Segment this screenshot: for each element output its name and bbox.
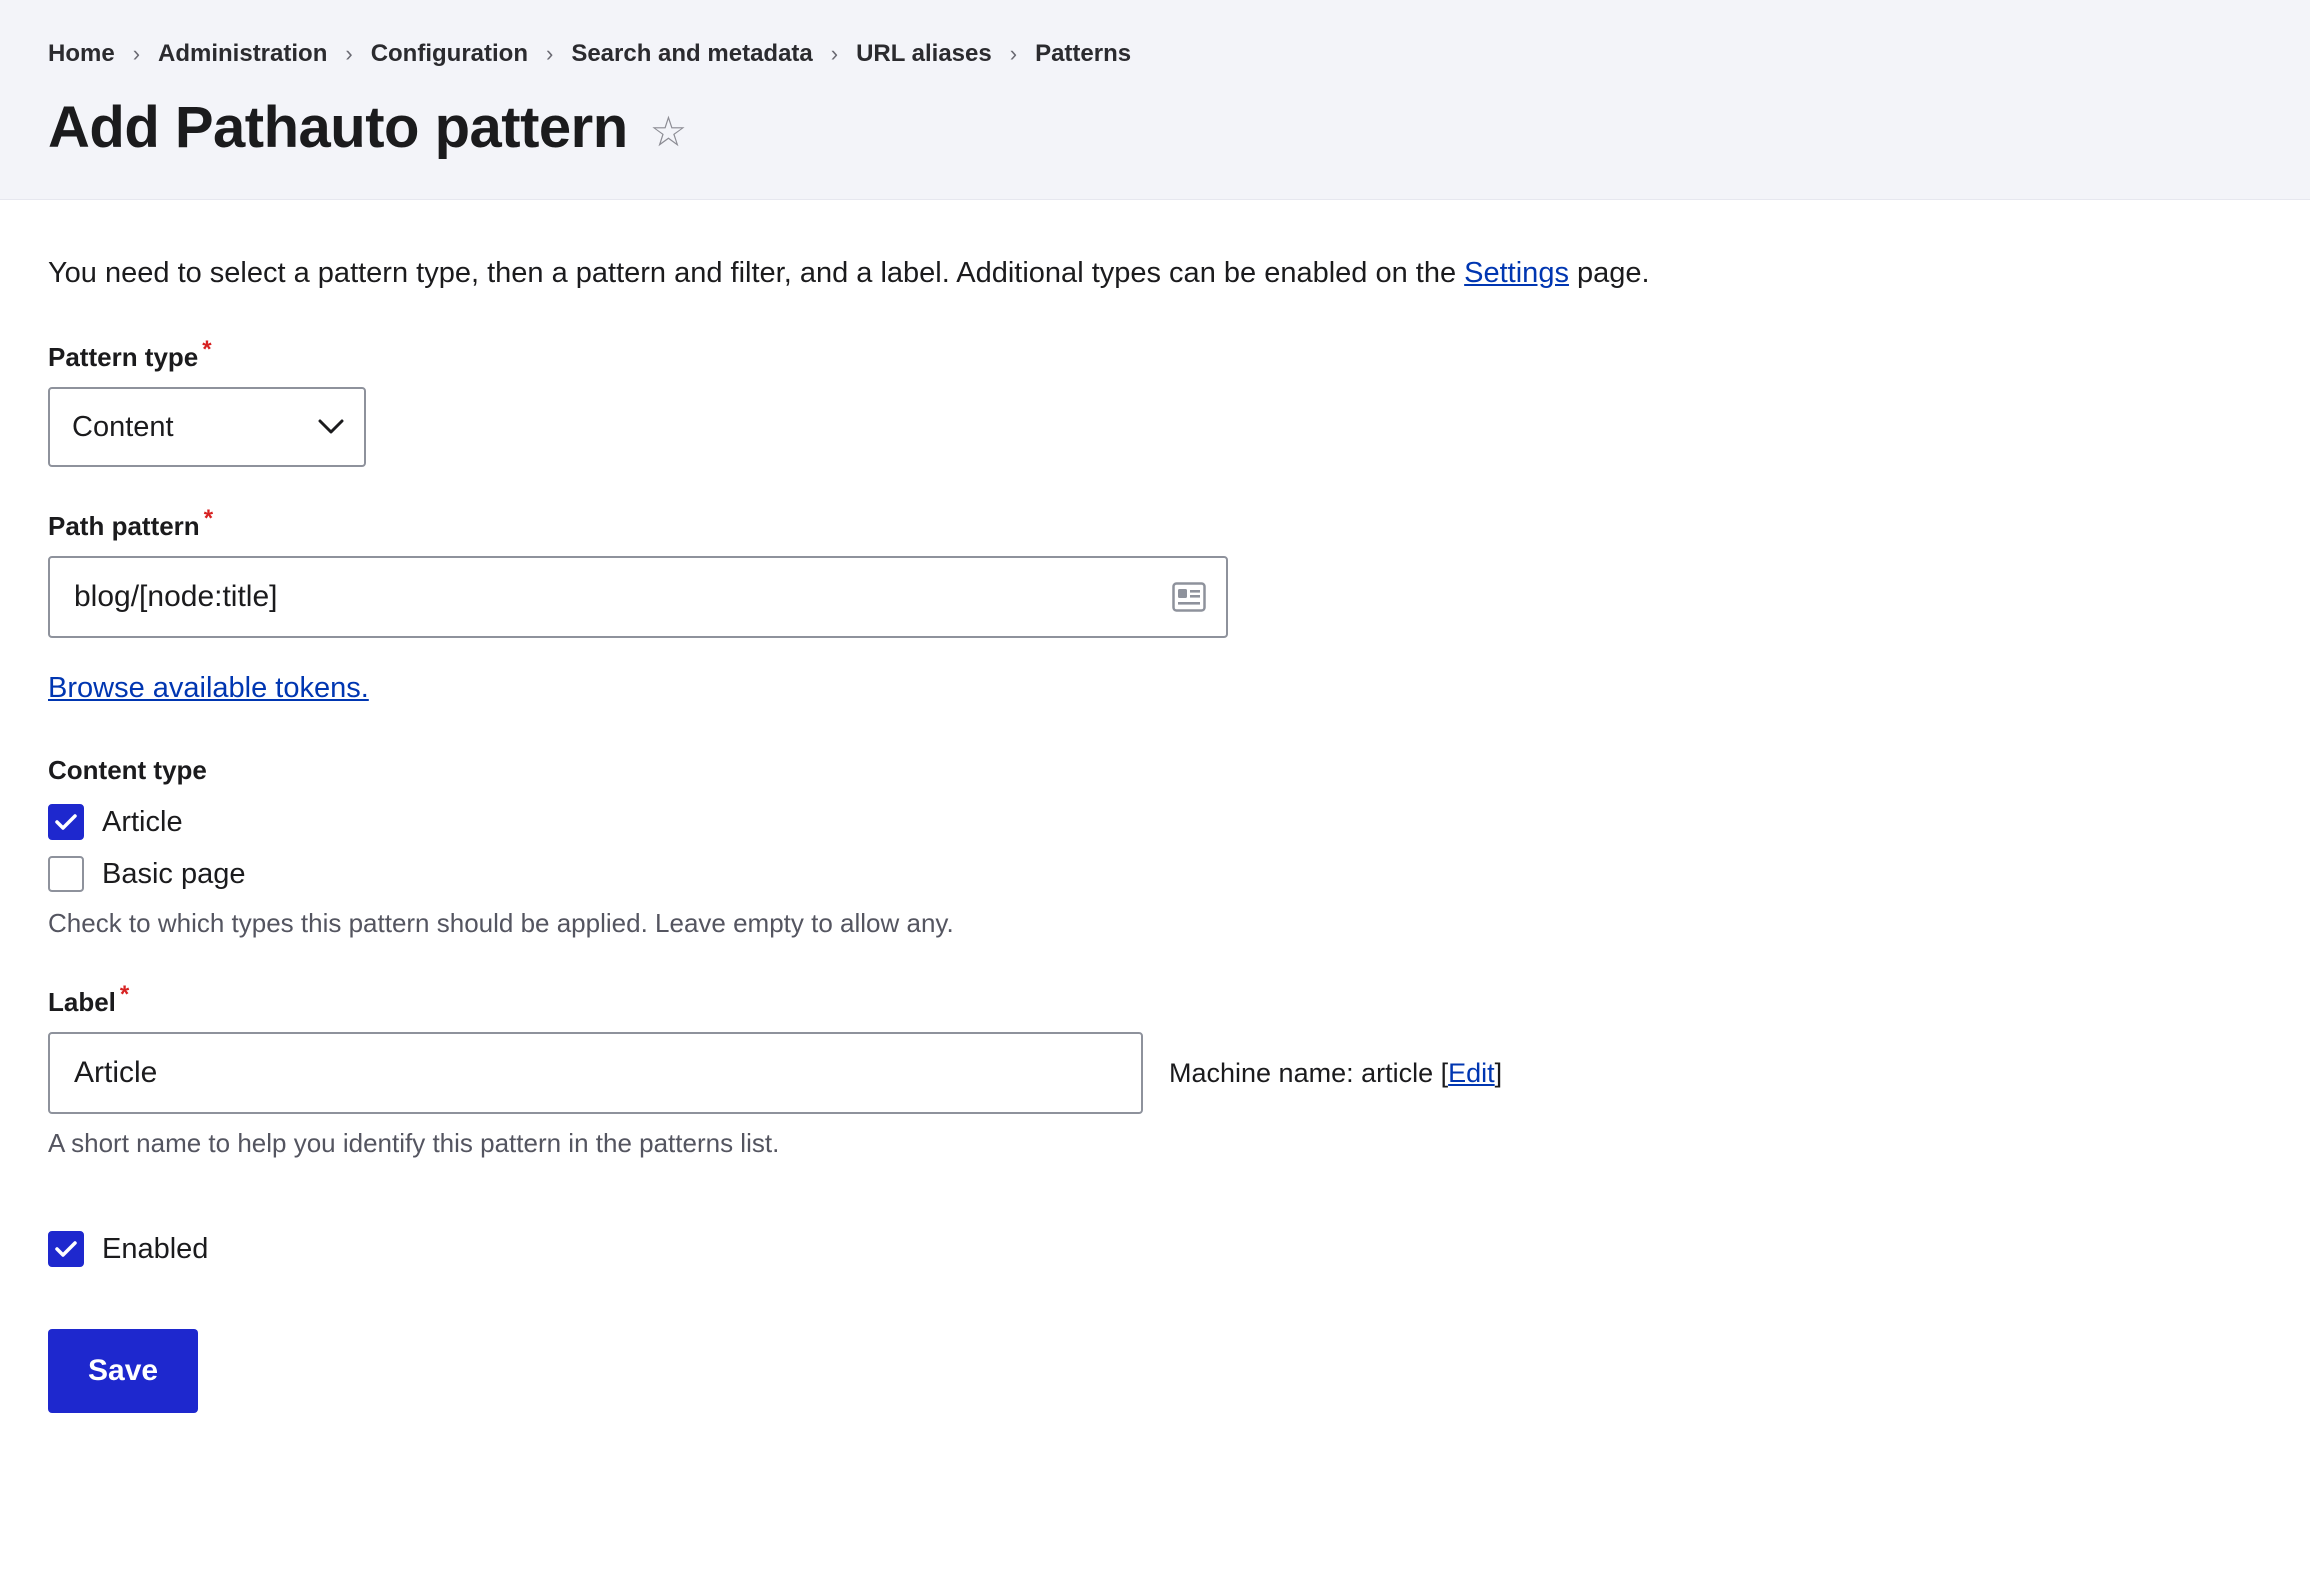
- checkbox-basic-page[interactable]: [48, 856, 84, 892]
- checkbox-basic-page-label[interactable]: Basic page: [102, 857, 246, 890]
- checkbox-article[interactable]: [48, 804, 84, 840]
- content-type-label: Content type: [48, 755, 207, 786]
- token-browser-icon[interactable]: [1172, 582, 1206, 612]
- pattern-type-select-wrap: [48, 387, 366, 467]
- pattern-type-label: [48, 335, 2262, 373]
- path-pattern-input[interactable]: [48, 556, 1228, 638]
- breadcrumb-separator: ›: [132, 41, 141, 67]
- checkbox-enabled[interactable]: [48, 1231, 84, 1267]
- checkbox-article-label[interactable]: Article: [102, 805, 183, 838]
- breadcrumb-separator: ›: [546, 41, 554, 67]
- browse-tokens-link[interactable]: Browse available tokens.: [48, 672, 369, 705]
- path-pattern-label-text: Path pattern: [48, 511, 200, 542]
- path-pattern-label: [48, 504, 2262, 542]
- page-title-row: [48, 94, 2262, 160]
- breadcrumb-item-search-and-metadata[interactable]: Search and metadata: [571, 40, 813, 67]
- breadcrumb-item-home[interactable]: Home: [48, 40, 115, 67]
- label-field: [48, 980, 2262, 1159]
- label-field-row: [48, 1032, 2262, 1114]
- checkbox-enabled-label[interactable]: Enabled: [102, 1232, 209, 1265]
- breadcrumb-item-configuration[interactable]: Configuration: [370, 40, 528, 67]
- check-icon: [55, 1241, 77, 1257]
- required-marker: *: [119, 980, 130, 1008]
- spacer: [48, 1159, 2262, 1191]
- machine-name: [1169, 1058, 1502, 1089]
- breadcrumb-separator: ›: [1009, 41, 1018, 67]
- required-marker: *: [202, 335, 212, 363]
- save-button[interactable]: Save: [48, 1329, 198, 1413]
- intro-text-before: You need to select a pattern type, then a pattern and filter, and a label. Additional types can be enabled on the: [48, 257, 1465, 290]
- breadcrumb-separator: ›: [345, 41, 353, 67]
- pattern-type-select[interactable]: Content: [48, 387, 366, 467]
- breadcrumb: [48, 30, 2262, 69]
- breadcrumb-item-url-aliases[interactable]: URL aliases: [856, 40, 992, 67]
- pattern-type-label-text: Pattern type: [48, 342, 199, 373]
- star-icon[interactable]: ☆: [649, 108, 688, 156]
- pattern-type-field: [48, 335, 2262, 511]
- breadcrumb-item-patterns[interactable]: Patterns: [1035, 40, 1132, 67]
- content-type-description: Check to which types this pattern should be applied. Leave empty to allow any.: [48, 908, 954, 939]
- page-title: Add Pathauto pattern: [48, 94, 628, 160]
- label-field-label: [48, 980, 2262, 1018]
- main-content: [0, 200, 2310, 1473]
- label-description: A short name to help you identify this pattern in the patterns list.: [48, 1128, 780, 1159]
- content-type-option-article[interactable]: [48, 804, 2262, 840]
- page-header: [0, 0, 2310, 200]
- enabled-field[interactable]: [48, 1231, 2262, 1267]
- intro-text-after: page.: [1568, 257, 1650, 290]
- machine-name-prefix: Machine name: article [: [1169, 1057, 1449, 1088]
- breadcrumb-item-administration[interactable]: Administration: [158, 40, 328, 67]
- content-type-field: [48, 755, 2262, 939]
- intro-text: [48, 252, 2262, 294]
- check-icon: [55, 814, 77, 830]
- breadcrumb-separator: ›: [830, 41, 839, 67]
- machine-name-suffix: ]: [1494, 1057, 1503, 1088]
- required-marker: *: [203, 504, 214, 532]
- settings-link[interactable]: Settings: [1464, 257, 1569, 290]
- machine-name-edit-link[interactable]: Edit: [1448, 1057, 1495, 1088]
- path-pattern-field: [48, 504, 2262, 755]
- label-input[interactable]: [48, 1032, 1143, 1114]
- spacer: [48, 939, 2262, 987]
- label-field-label-text: Label: [48, 987, 116, 1018]
- path-pattern-input-row: [48, 556, 1228, 638]
- content-type-option-basic-page[interactable]: [48, 856, 2262, 892]
